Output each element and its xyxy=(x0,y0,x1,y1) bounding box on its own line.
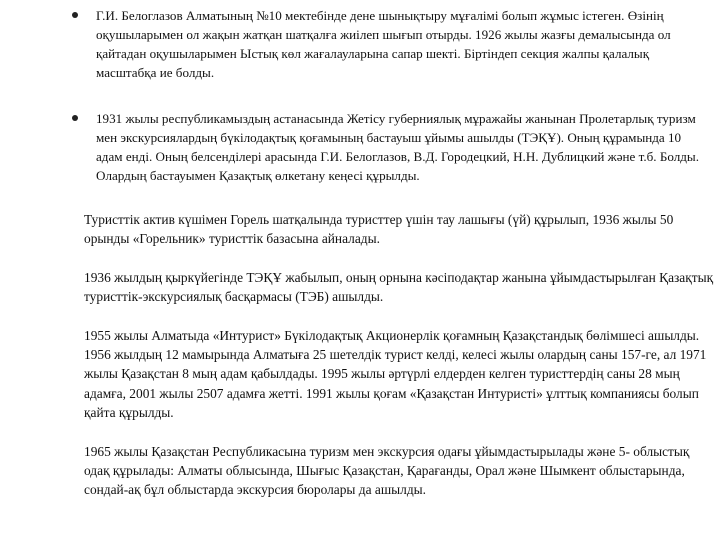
bullet-list xyxy=(96,6,708,212)
paragraph: 1936 жылдың қыркүйегінде ТЭҚҰ жабылып, оның орнына кәсіподақтар жанына ұйымдастырылған Қазақтық туристтік-экскурсиялық басқармасы (ТЭБ) ашылды. xyxy=(84,269,714,305)
paragraph: 1965 жылы Қазақстан Республикасына туризм мен экскурсия одағы ұйымдастырылады және 5- облыстық одақ құрылады: Алматы облысында, Шығыс Қазақстан, Қарағанды, Орал және Шымкент облыстарында, сондай-ақ бұл облыстарда экскурсия бюролары да ашылды. xyxy=(84,443,690,498)
paragraph: 1955 жылы Алматыда «Интурист» Бүкілодақтық Акционерлік қоғамның Қазақстандық бөлімшесі ашылды. 1956 жылдың 12 мамырында Алматыға 25 шетелдік турист келді, келесі жылы олардың саны 157-ге, ал 1971 жылы Қазақстан 8 мың адам қабылдады. 1995 жылы әртүрлі елдерден келген туристтердің саны 28 мың адамға, 2001 жылы 2507 адамға жетті. 1991 жылы қоғам «Қазақстан Интуристі» ұлттық компаниясы болып қайта құрылды. xyxy=(84,327,707,421)
body-text xyxy=(84,210,714,519)
bullet-item: Г.И. Белоглазов Алматының №10 мектебінде дене шынықтыру мұғалімі болып жұмыс істеген. Өзінің оқушыларымен ол жақын жатқан шатқалға жиілеп шығып отырды. 1926 жылы жазғы демалысында ол қайтадан оқушыларымен Ыстық көл жағалауларына сапар шекті. Біртіндеп секция жалпы қалалық масштабқа ие болды. xyxy=(96,6,708,82)
paragraph: Туристтік актив күшімен Горель шатқалында туристтер үшін тау лашығы (үй) құрылып, 1936 жылы 50 орынды «Горельник» туристтік базасына айналады. xyxy=(84,212,674,247)
bullet-item: 1931 жылы республикамыздың астанасында Жетісу губерниялық мұражайы жанынан Пролетарлық туризм мен экскурсиялардың бүкілодақтық қоғамының бастауыш ұйымы ашылды (ТЭҚҰ). Оның құрамында 10 адам енді. Оның белсенділері арасында Г.И. Белоглазов, В.Д. Городецкий, Н.Н. Дублицкий және т.б. Болды. Олардың бастауымен Қазақтық өлкетану кеңесі құрылды. xyxy=(96,109,708,185)
